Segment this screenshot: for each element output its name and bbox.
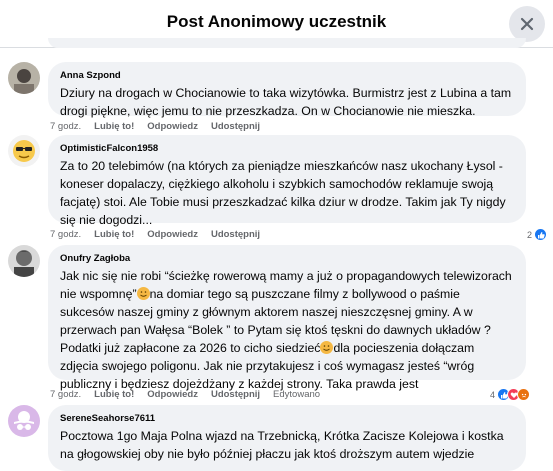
close-button[interactable] [509,6,545,42]
comment-author[interactable]: Onufry Zagłoba [60,253,131,264]
comment-text: Dziury na drogach w Chocianowie to taka wizytówka. Burmistrz jest z Lubina a tam drogi piękne, więc jemu to nie przeszkadza. On w Chocianowie nie mieszka. [60,86,512,118]
previous-comment-bubble [48,38,526,48]
comment-text [60,267,514,393]
edited-label: Edytowano [273,389,321,400]
avatar[interactable] [8,62,40,94]
share-button[interactable]: Udostępnij [210,389,261,400]
comment-actions [50,229,260,241]
reaction-summary[interactable] [527,228,547,241]
comment-time[interactable]: 7 godz. [50,389,82,400]
avatar[interactable] [8,135,40,167]
like-button[interactable]: Lubię to! [94,389,135,400]
comment-author[interactable]: SereneSeahorse7611 [60,413,156,424]
reaction-summary[interactable] [490,388,530,401]
comment-bubble [48,62,526,116]
comment-author[interactable]: Anna Szpond [60,70,121,81]
dialog-title: Post Anonimowy uczestnik [166,12,387,31]
like-icon [534,228,547,241]
angry-icon [517,388,530,401]
comment-text: Za to 20 telebimów (na których za pieniądze mieszkańców nasz ukochany Łysol - koneser dopalaczy, ciężkiego alkoholu i szybkich samochodów reklamuje swoją facjatę) stoi. Ale Tobie musi przeszkadzać kilka dziur w drodze. Takim jak Ty nigdy się nie dogodzi... [60,159,506,227]
avatar[interactable] [8,245,40,277]
like-button[interactable]: Lubię to! [94,121,135,132]
comment-text-part: dla pocieszenia dołączam zdjęcia swojego poligonu. Jak nie przytakujesz i coś wymagasz jesteś “wróg publiczny i będziesz dojeżdżany z każdej strony. Taka prawda jest [60,341,475,391]
comment-time[interactable]: 7 godz. [50,121,82,132]
close-icon [520,17,534,31]
reply-button[interactable]: Odpowiedz [147,121,198,132]
comment-actions [50,121,260,133]
comment-text-part: Jak nic się nie robi “ścieżkę rowerową mamy a już o propagandowych telewizorach nie wspomnę” [60,269,512,301]
comment-bubble [48,135,526,227]
avatar[interactable] [8,405,40,437]
reply-button[interactable]: Odpowiedz [147,389,198,400]
comment-author[interactable]: OptimisticFalcon1958 [60,143,159,154]
emoji-icon [320,341,333,354]
comment-time[interactable]: 7 godz. [50,229,82,240]
comment-actions [50,389,320,401]
reply-button[interactable]: Odpowiedz [147,229,198,240]
like-button[interactable]: Lubię to! [94,229,135,240]
comment-bubble [48,405,526,471]
reaction-count: 2 [527,229,533,240]
reaction-count: 4 [490,389,496,400]
share-button[interactable]: Udostępnij [210,121,261,132]
emoji-icon [137,287,150,300]
comment-text-part: na domiar tego są puszczane filmy z bollywood o paśmie sukcesów naszej gminy z głównym aktorem naszej nieszczęsnej gminy. A w przerwach pan Wałęsa “Bolek ” to Pytam się ktoś tęskni do dawnych układów ? Podatki już zapłacone za 2026 to cicho siedzieć [60,287,491,355]
share-button[interactable]: Udostępnij [210,229,261,240]
comment-bubble [48,245,526,391]
comment-text: Pocztowa 1go Maja Polna wjazd na Trzebnicką, Krótka Zacisze Kolejowa i kostka na głogowskiej oby nie było później płaczu jak ktoś droższym autem wjedzie [60,429,504,461]
